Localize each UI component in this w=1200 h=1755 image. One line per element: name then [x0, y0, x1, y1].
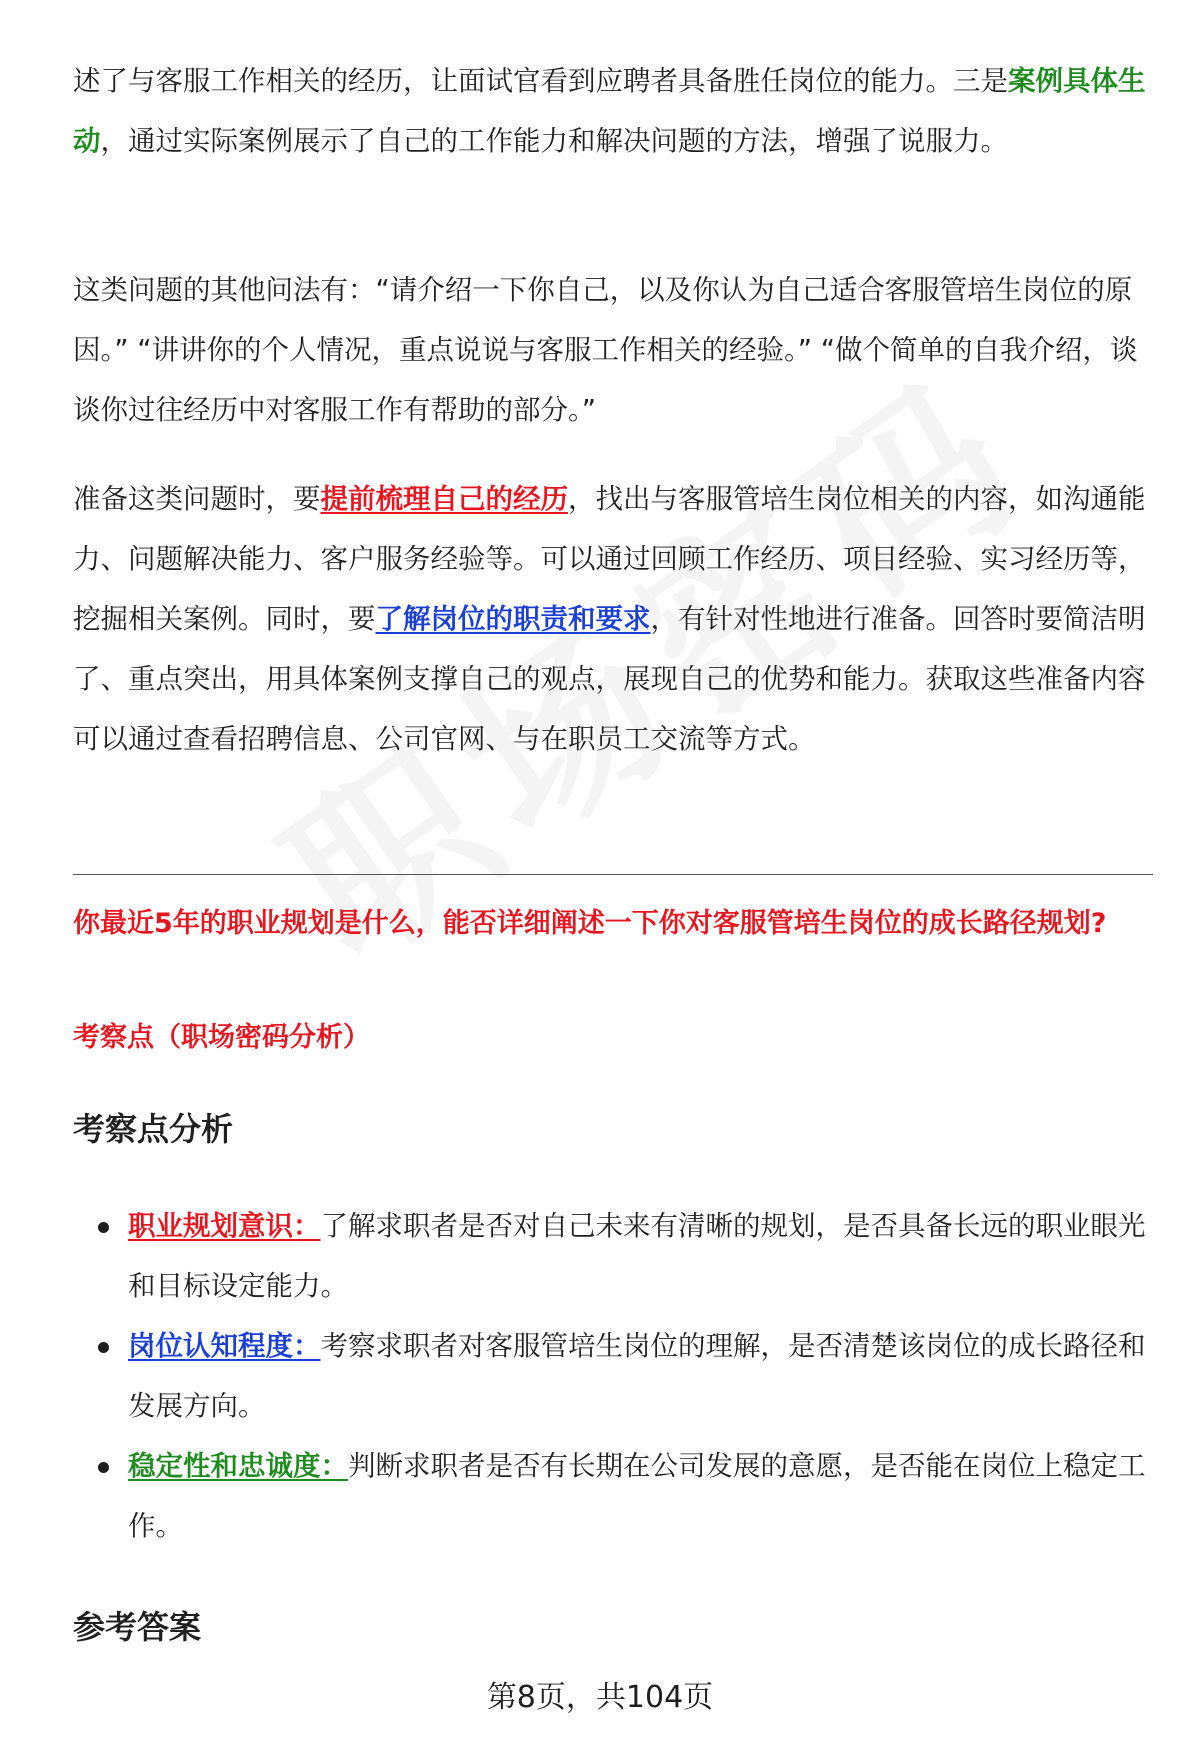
paragraph-3	[73, 469, 1153, 769]
answer-heading: 参考答案	[73, 1608, 202, 1646]
point-text: 了解求职者是否对自己未来有清晰的规划，是否具备长远的职业眼光和目标设定能力。	[128, 1210, 1146, 1302]
paragraph-1	[73, 51, 1153, 171]
page-footer: 第8页，共104页	[486, 1680, 714, 1715]
point-label: 职业规划意识：	[128, 1210, 321, 1242]
text-span: ，通过实际案例展示了自己的工作能力和解决问题的方法，增强了说服力。	[100, 125, 1008, 157]
text-span: 准备这类问题时，要	[73, 483, 321, 515]
point-label: 稳定性和忠诚度：	[128, 1450, 348, 1482]
list-item	[73, 1316, 1153, 1436]
point-text: 判断求职者是否有长期在公司发展的意愿，是否能在岗位上稳定工作。	[128, 1450, 1146, 1542]
assessment-label: 考察点（职场密码分析）	[73, 1022, 370, 1053]
text-span: 述了与客服工作相关的经历，让面试官看到应聘者具备胜任岗位的能力。三是	[73, 65, 1008, 97]
point-label: 岗位认知程度：	[128, 1330, 321, 1362]
point-text: 考察求职者对客服管培生岗位的理解，是否清楚该岗位的成长路径和发展方向。	[128, 1330, 1146, 1422]
assessment-points-list	[73, 1196, 1153, 1556]
highlight-vivid-case: 案例具体生动	[73, 65, 1146, 157]
text-span: ，找出与客服管培生岗位相关的内容，如沟通能力、问题解决能力、客户服务经验等。可以通过回顾工作经历、项目经验、实习经历等，挖掘相关案例。同时，要	[73, 483, 1146, 635]
paragraph-2: 这类问题的其他问法有：“请介绍一下你自己，以及你认为自己适合客服管培生岗位的原因。” “讲讲你的个人情况，重点说说与客服工作相关的经验。” “做个简单的自我介绍，谈谈你过往经历中对客服工作有帮助的部分。”	[73, 274, 1138, 426]
section-divider	[73, 874, 1153, 875]
highlight-job-duties: 了解岗位的职责和要求	[375, 603, 651, 635]
list-item	[73, 1436, 1153, 1556]
highlight-sort-experience: 提前梳理自己的经历	[320, 483, 568, 515]
analysis-heading: 考察点分析	[73, 1110, 234, 1148]
interview-question: 你最近5年的职业规划是什么，能否详细阐述一下你对客服管培生岗位的成长路径规划?	[73, 908, 1107, 939]
list-item	[73, 1196, 1153, 1316]
text-span: ，有针对性地进行准备。回答时要简洁明了、重点突出，用具体案例支撑自己的观点，展现自己的优势和能力。获取这些准备内容可以通过查看招聘信息、公司官网、与在职员工交流等方式。	[73, 603, 1146, 755]
